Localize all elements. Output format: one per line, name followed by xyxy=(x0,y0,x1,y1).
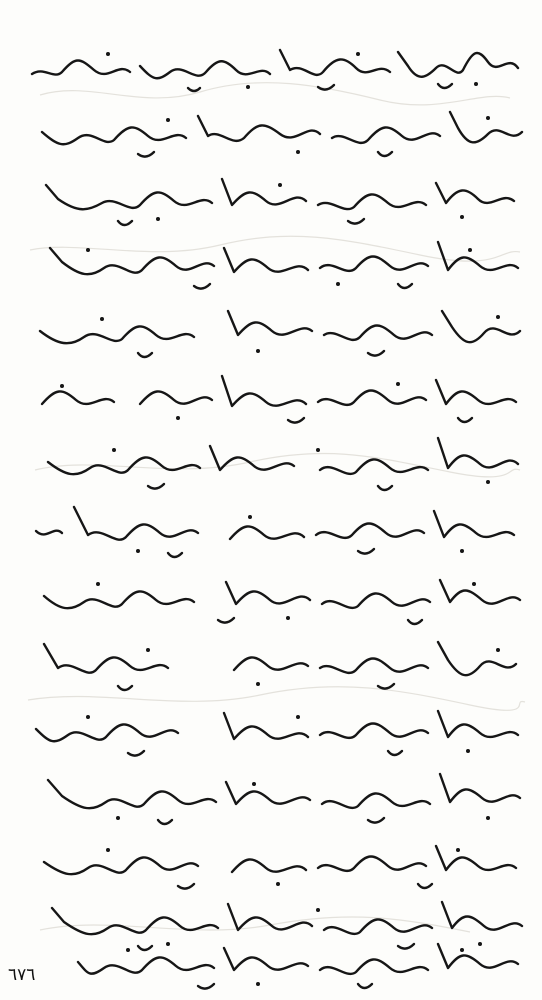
handwritten-line-2 xyxy=(18,98,524,170)
handwritten-line-11 xyxy=(18,695,524,767)
page-number: ٦٧٦ xyxy=(8,965,36,985)
handwritten-line-4 xyxy=(18,228,524,300)
handwritten-line-15 xyxy=(18,928,524,1000)
handwritten-line-1 xyxy=(18,32,524,104)
handwritten-line-6 xyxy=(18,362,524,434)
handwritten-line-7 xyxy=(18,428,524,500)
handwritten-line-10 xyxy=(18,628,524,700)
handwritten-line-9 xyxy=(18,562,524,634)
handwritten-line-3 xyxy=(18,163,524,235)
handwritten-line-8 xyxy=(18,495,524,567)
handwritten-line-12 xyxy=(18,762,524,834)
handwritten-line-5 xyxy=(18,295,524,367)
